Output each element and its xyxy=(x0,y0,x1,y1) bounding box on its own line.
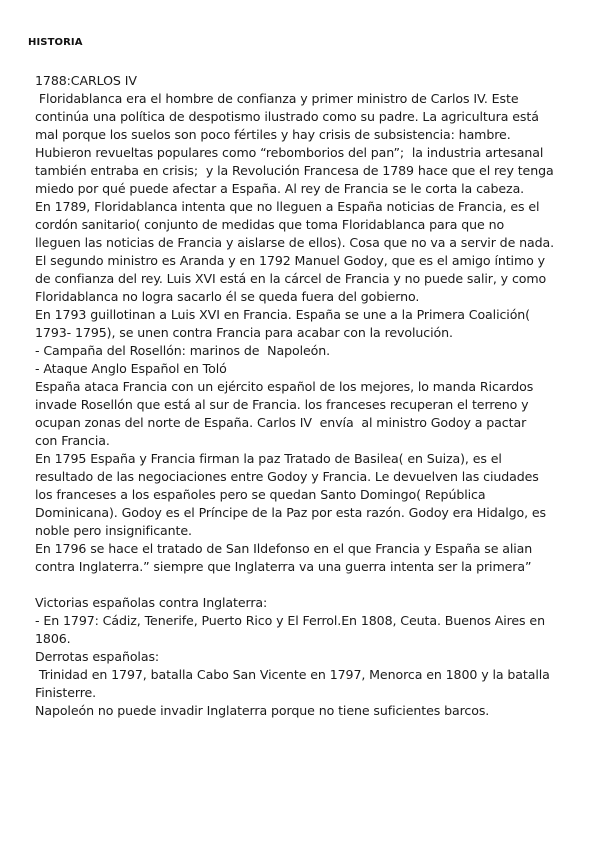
text-line: El segundo ministro es Aranda y en 1792 Manuel Godoy, que es el amigo íntimo y xyxy=(35,253,545,268)
text-line: - Ataque Anglo Español en Toló xyxy=(35,361,227,376)
text-line: 1793- 1795), se unen contra Francia para acabar con la revolución. xyxy=(35,325,453,340)
text-line: ocupan zonas del norte de España. Carlos IV envía al ministro Godoy a pactar xyxy=(35,415,527,430)
text-line: En 1793 guillotinan a Luis XVI en Francia. España se une a la Primera Coalición( xyxy=(35,307,530,322)
text-line: Derrotas españolas: xyxy=(35,649,160,664)
text-line: 1788:CARLOS IV xyxy=(35,73,137,88)
text-line: mal porque los suelos son poco fértiles y hay crisis de subsistencia: hambre. xyxy=(35,127,511,142)
text-line: Finisterre. xyxy=(35,685,97,700)
text-line: - En 1797: Cádiz, Tenerife, Puerto Rico y El Ferrol.En 1808, Ceuta. Buenos Aires en xyxy=(35,613,545,628)
text-line: los franceses a los españoles pero se quedan Santo Domingo( República xyxy=(35,487,486,502)
text-line: noble pero insignificante. xyxy=(35,523,192,538)
text-line: invade Rosellón que está al sur de Francia. los franceses recuperan el terreno y xyxy=(35,397,529,412)
text-line: En 1796 se hace el tratado de San Ildefonso en el que Francia y España se alian xyxy=(35,541,533,556)
text-line: Floridablanca era el hombre de confianza y primer ministro de Carlos IV. Este xyxy=(35,91,519,106)
text-line: España ataca Francia con un ejército español de los mejores, lo manda Ricardos xyxy=(35,379,534,394)
text-line: cordón sanitario( conjunto de medidas que toma Floridablanca para que no xyxy=(35,217,505,232)
page-title: HISTORIA xyxy=(28,37,83,48)
text-line: 1806. xyxy=(35,631,71,646)
text-line: también entraba en crisis; y la Revolución Francesa de 1789 hace que el rey tenga xyxy=(35,163,554,178)
text-line: Napoleón no puede invadir Inglaterra porque no tiene suficientes barcos. xyxy=(35,703,490,718)
text-line: Victorias españolas contra Inglaterra: xyxy=(35,595,268,610)
text-line: En 1789, Floridablanca intenta que no lleguen a España noticias de Francia, es el xyxy=(35,199,540,214)
document-body xyxy=(35,72,567,720)
text-line: miedo por qué puede afectar a España. Al rey de Francia se le corta la cabeza. xyxy=(35,181,525,196)
text-line: con Francia. xyxy=(35,433,110,448)
blank-line xyxy=(35,576,567,594)
text-line: continúa una política de despotismo ilustrado como su padre. La agricultura está xyxy=(35,109,539,124)
text-line: resultado de las negociaciones entre Godoy y Francia. Le devuelven las ciudades xyxy=(35,469,539,484)
text-line: de confianza del rey. Luis XVI está en la cárcel de Francia y no puede salir, y como xyxy=(35,271,547,286)
text-line: Hubieron revueltas populares como “rebomborios del pan”; la industria artesanal xyxy=(35,145,544,160)
text-line: lleguen las noticias de Francia y aislarse de ellos). Cosa que no va a servir de nada. xyxy=(35,235,555,250)
text-line: En 1795 España y Francia firman la paz Tratado de Basilea( en Suiza), es el xyxy=(35,451,502,466)
text-line: contra Inglaterra.” siempre que Inglaterra va una guerra intenta ser la primera” xyxy=(35,559,532,574)
text-line: Floridablanca no logra sacarlo él se queda fuera del gobierno. xyxy=(35,289,420,304)
text-line: Dominicana). Godoy es el Príncipe de la Paz por esta razón. Godoy era Hidalgo, es xyxy=(35,505,547,520)
text-line: Trinidad en 1797, batalla Cabo San Vicente en 1797, Menorca en 1800 y la batalla xyxy=(35,667,550,682)
text-line: - Campaña del Rosellón: marinos de Napoleón. xyxy=(35,343,331,358)
